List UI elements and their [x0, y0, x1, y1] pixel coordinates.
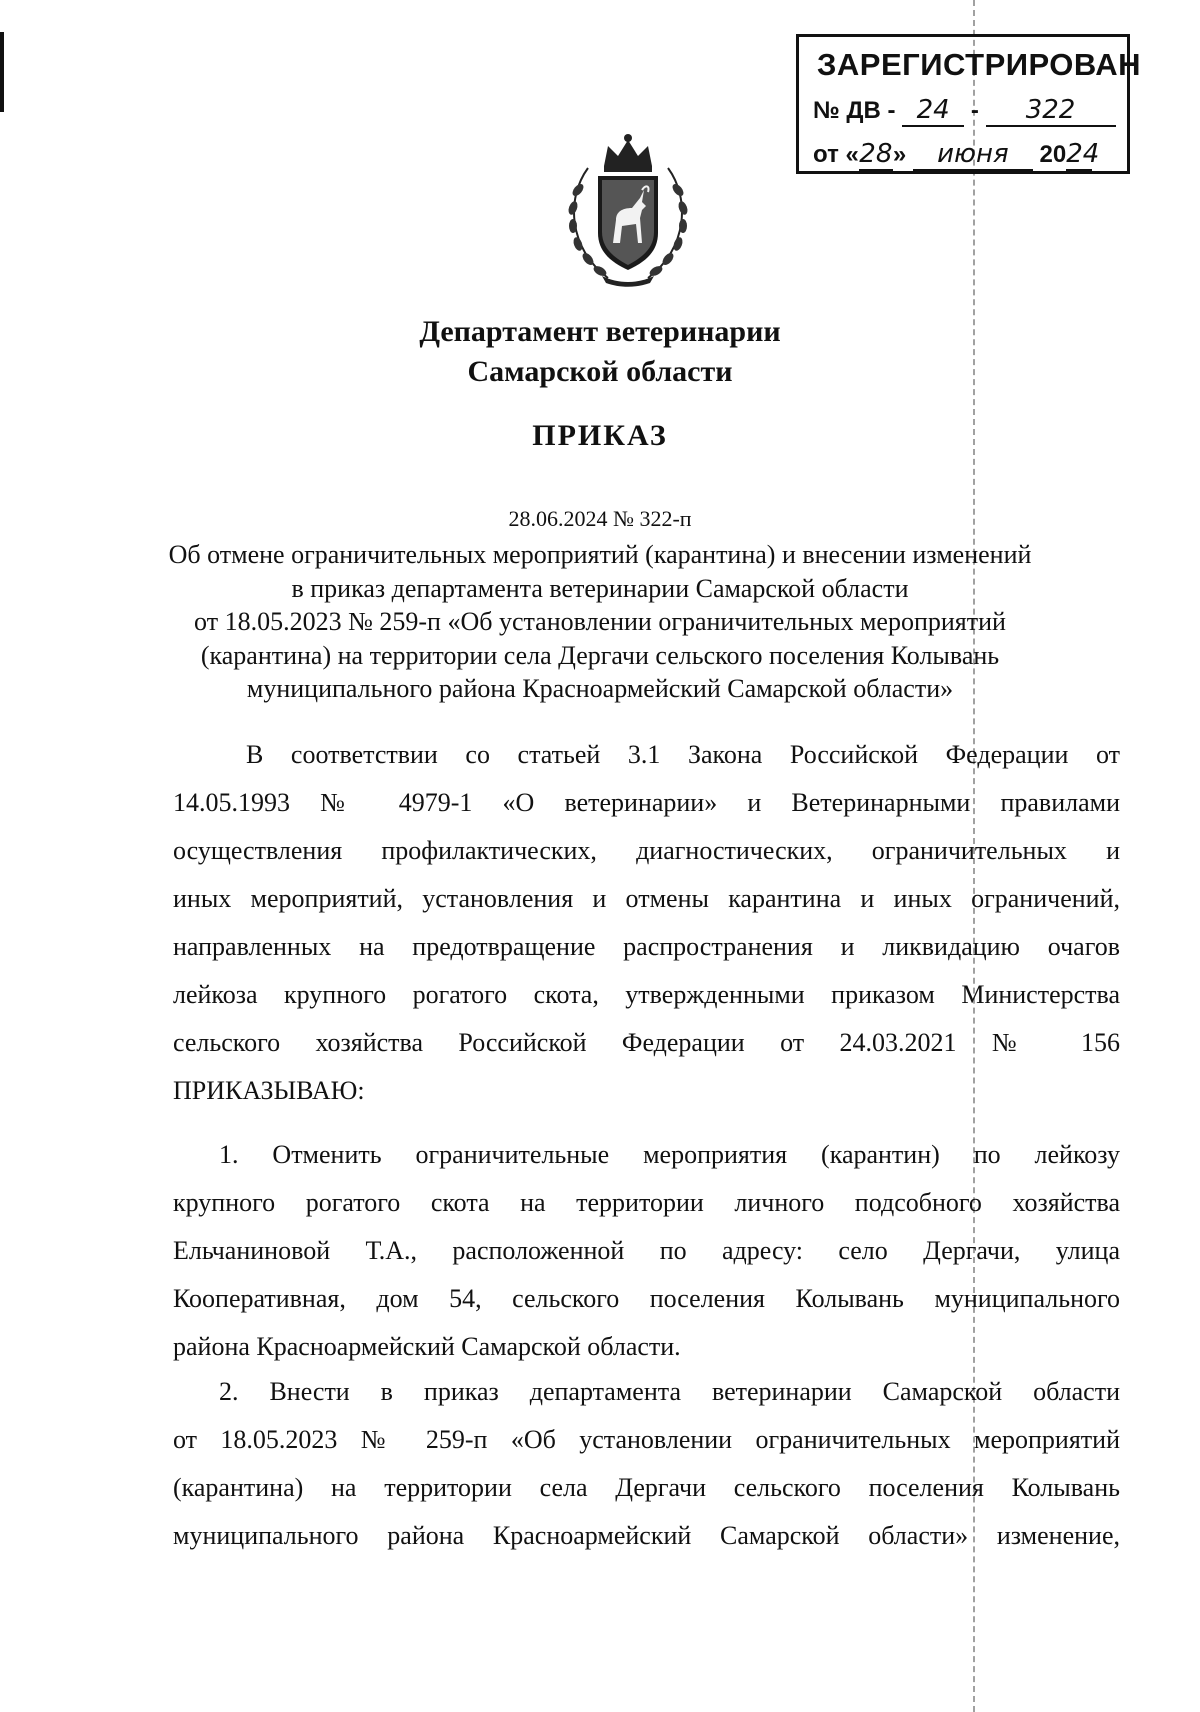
text-line: лейкоза крупного рогатого скота, утвержденными приказом Министерства	[173, 980, 1120, 1009]
order-item-1	[173, 1131, 1120, 1371]
document-number: 28.06.2024 № 322-п	[508, 506, 692, 531]
org-line-2: Самарской области	[467, 355, 733, 388]
scan-edge-mark	[0, 32, 4, 112]
text-line: Кооперативная, дом 54, сельского поселения Колывань муниципального	[173, 1284, 1120, 1313]
order-item-2	[173, 1368, 1120, 1560]
title-line: в приказ департамента ветеринарии Самарской области	[291, 573, 909, 603]
stamp-number-prefix: № ДВ -	[813, 97, 896, 124]
stamp-date-prefix: от «	[813, 141, 859, 168]
stamp-date-row	[813, 139, 1100, 171]
stamp-title: ЗАРЕГИСТРИРОВАН	[817, 47, 1142, 82]
stamp-number-part1: 24	[902, 95, 964, 127]
stamp-date-month: июня	[913, 139, 1033, 171]
text-line: крупного рогатого скота на территории личного подсобного хозяйства	[173, 1188, 1120, 1217]
stamp-date-mid: »	[892, 141, 907, 168]
document-title	[0, 538, 1200, 706]
registration-stamp	[796, 34, 1142, 174]
title-line: (карантина) на территории села Дергачи сельского поселения Колывань	[200, 640, 1000, 670]
text-line: направленных на предотвращение распространения и ликвидацию очагов	[173, 932, 1120, 961]
organization-name	[0, 312, 1200, 392]
preamble-paragraph	[173, 731, 1120, 1115]
stamp-date-year-prefix: 20	[1039, 141, 1067, 168]
samara-coat-of-arms-icon	[558, 128, 698, 288]
title-line: муниципального района Красноармейский Самарской области»	[246, 674, 954, 704]
text-line: муниципального района Красноармейский Самарской области» изменение,	[173, 1521, 1120, 1550]
org-line-1: Департамент ветеринарии	[419, 315, 781, 348]
document-type: ПРИКАЗ	[532, 419, 668, 452]
text-line: 14.05.1993 № 4979-1 «О ветеринарии» и Ветеринарными правилами	[173, 788, 1120, 817]
text-line: (карантина) на территории села Дергачи сельского поселения Колывань	[173, 1473, 1120, 1502]
text-line: осуществления профилактических, диагностических, ограничительных и	[173, 836, 1120, 865]
text-line: района Красноармейский Самарской области.	[173, 1332, 681, 1361]
text-line: сельского хозяйства Российской Федерации от 24.03.2021 № 156	[173, 1028, 1120, 1057]
stamp-date-year-suffix: 24	[1066, 139, 1100, 169]
text-line: 2. Внести в приказ департамента ветеринарии Самарской области	[219, 1377, 1120, 1406]
title-line: Об отмене ограничительных мероприятий (карантина) и внесении изменений	[168, 540, 1032, 569]
text-line: Ельчаниновой Т.А., расположенной по адресу: село Дергачи, улица	[173, 1236, 1120, 1265]
text-line: иных мероприятий, установления и отмены карантина и иных ограничений,	[173, 884, 1120, 913]
text-line: В соответствии со статьей 3.1 Закона Российской Федерации от	[246, 740, 1120, 769]
text-line: от 18.05.2023 № 259-п «Об установлении ограничительных мероприятий	[173, 1425, 1120, 1454]
stamp-date-day: 28	[859, 139, 893, 169]
title-line: от 18.05.2023 № 259-п «Об установлении ограничительных мероприятий	[194, 607, 1006, 637]
stamp-number-row	[813, 95, 1116, 127]
text-line: ПРИКАЗЫВАЮ:	[173, 1076, 365, 1105]
text-line: 1. Отменить ограничительные мероприятия (карантин) по лейкозу	[219, 1140, 1120, 1169]
stamp-number-dash: -	[970, 97, 979, 124]
stamp-number-part2: 322	[986, 95, 1116, 127]
